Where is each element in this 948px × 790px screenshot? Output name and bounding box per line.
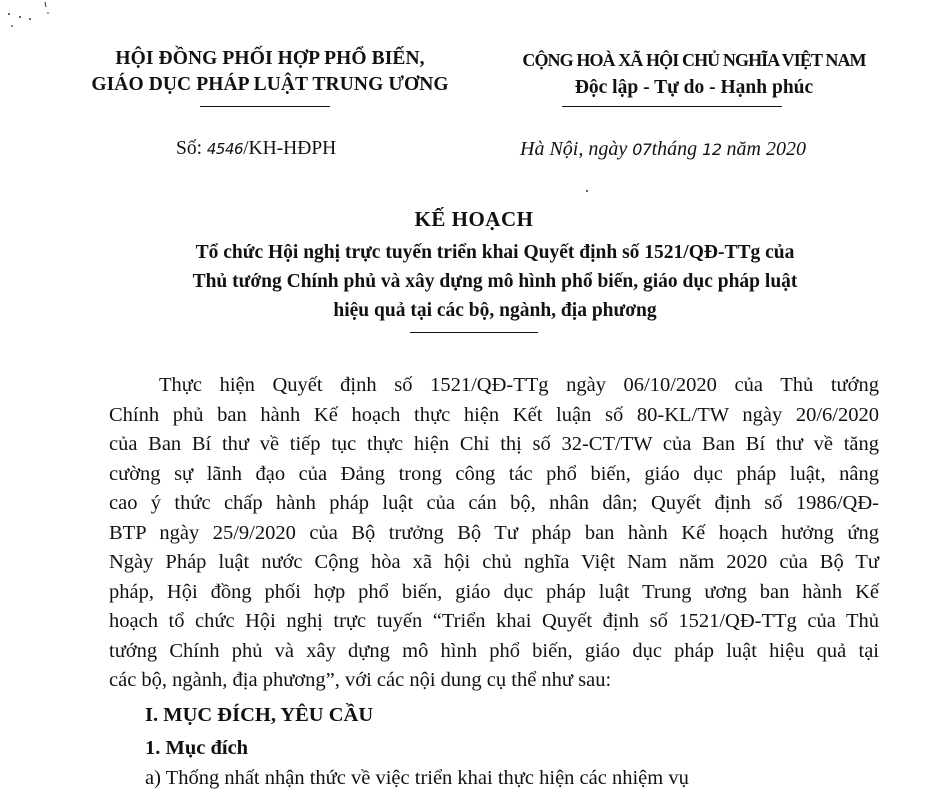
issuing-agency — [58, 46, 482, 98]
document-number — [176, 138, 336, 160]
paragraph-line: BTP ngày 25/9/2020 của Bộ trưởng Bộ Tư pháp ban hành Kế hoạch hưởng ứng — [109, 521, 879, 544]
speck — [19, 16, 21, 18]
paragraph-line: các bộ, ngành, địa phương”, với các nội dung cụ thể như sau: — [109, 669, 612, 691]
agency-line-2: GIÁO DỤC PHÁP LUẬT TRUNG ƯƠNG — [91, 74, 449, 95]
paragraph-line: tướng Chính phủ và xây dựng mô hình phổ biến, giáo dục pháp luật hiệu quả tại — [109, 639, 879, 662]
doc-number-handwritten: 4546 — [206, 140, 244, 158]
paragraph-line: Ngày Pháp luật nước Cộng hòa xã hội chủ nghĩa Việt Nam năm 2020 của Bộ Tư — [109, 551, 879, 573]
date-day-handwritten: 07 — [632, 140, 652, 159]
motto-underline — [562, 106, 782, 107]
date-month-word: tháng — [651, 138, 703, 160]
subtitle-line: Tổ chức Hội nghị trực tuyến triển khai Quyết định số 1521/QĐ-TTg của — [195, 242, 795, 263]
paragraph-line: pháp, Hội đồng phối hợp phổ biến, giáo dục pháp luật Trung ương ban hành Kế — [109, 580, 879, 603]
nation-name: CỘNG HOÀ XÃ HỘI CHỦ NGHĨA VIỆT NAM — [522, 50, 866, 70]
speck — [47, 12, 49, 14]
intro-paragraph — [109, 371, 879, 696]
document-subtitle — [100, 238, 890, 325]
subtitle-line: hiệu quả tại các bộ, ngành, địa phương — [333, 300, 657, 321]
date-line — [520, 138, 806, 161]
date-prefix: Hà Nội, ngày — [520, 138, 633, 160]
date-month-handwritten: 12 — [702, 140, 722, 159]
title-underline — [410, 332, 538, 333]
document-title: KẾ HOẠCH — [414, 207, 534, 231]
speck — [8, 13, 10, 15]
doc-number-suffix: /KH-HĐPH — [243, 138, 337, 159]
agency-line-1: HỘI ĐỒNG PHỐI HỢP PHỔ BIẾN, — [115, 48, 425, 69]
section-heading: I. MỤC ĐÍCH, YÊU CẦU — [145, 704, 374, 726]
speck — [45, 2, 46, 7]
date-year: năm 2020 — [721, 138, 806, 160]
scan-speck-marks — [6, 0, 56, 30]
paragraph-line: Thực hiện Quyết định số 1521/QĐ-TTg ngày 06/10/2020 của Thủ tướng — [159, 374, 879, 396]
cut-off-text: a) Thống nhất nhận thức về việc triển khai thực hiện các nhiệm vụ — [145, 767, 689, 789]
cut-off-line — [145, 767, 885, 789]
paragraph-line: của Ban Bí thư về tiếp tục thực hiện Chỉ thị số 32-CT/TW của Ban Bí thư về tăng — [109, 433, 879, 455]
subsection-heading: 1. Mục đích — [145, 737, 249, 759]
agency-underline — [200, 106, 330, 107]
speck — [11, 25, 13, 27]
paragraph-line: Chính phủ ban hành Kế hoạch thực hiện Kết luận số 80-KL/TW ngày 20/6/2020 — [109, 403, 879, 426]
national-motto: Độc lập - Tự do - Hạnh phúc — [574, 77, 814, 98]
paragraph-line: cường sự lãnh đạo của Đảng trong công tác phổ biến, giáo dục pháp luật, nâng — [109, 462, 879, 485]
paragraph-line: hoạch tổ chức Hội nghị trực tuyến “Triển khai Quyết định số 1521/QĐ-TTg của Thủ — [109, 610, 879, 632]
paragraph-line: cao ý thức chấp hành pháp luật của cán bộ, nhân dân; Quyết định số 1986/QĐ- — [109, 492, 879, 514]
doc-number-prefix: Số: — [176, 138, 207, 159]
subtitle-line: Thủ tướng Chính phủ và xây dựng mô hình phổ biến, giáo dục pháp luật — [192, 271, 798, 292]
national-heading — [488, 46, 900, 102]
speck — [29, 18, 31, 20]
scan-dot — [586, 190, 588, 192]
